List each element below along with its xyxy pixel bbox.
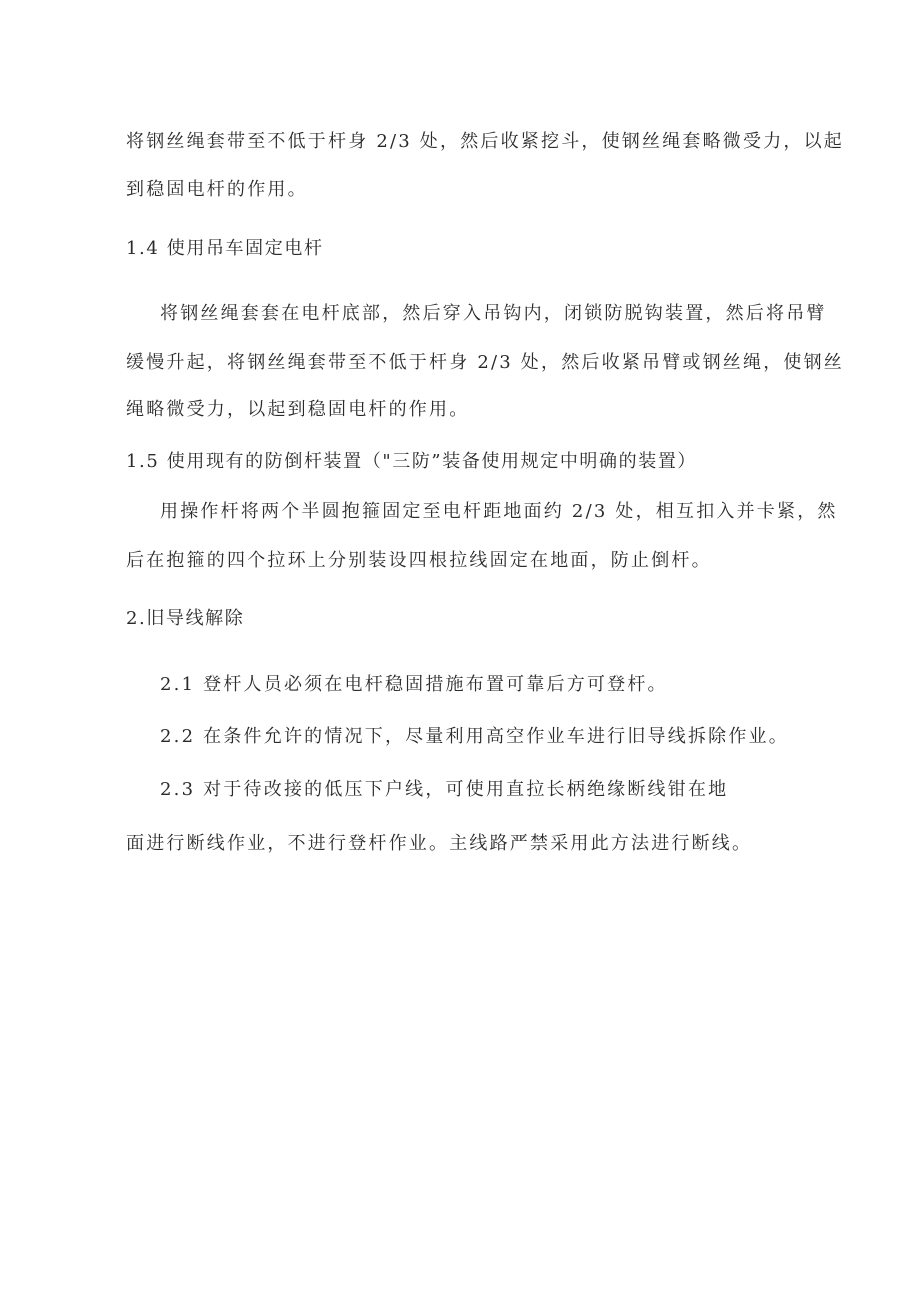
paragraph-1-5-line-1: 用操作杆将两个半圆抱箍固定至电杆距地面约 2/3 处，相互扣入并卡紧，然 [160, 501, 838, 522]
section-heading-1-4: 1.4 使用吊车固定电杆 [126, 238, 324, 259]
list-item-2-1: 2.1 登杆人员必须在电杆稳固措施布置可靠后方可登杆。 [160, 674, 668, 695]
paragraph-1-3-line-2: 到稳固电杆的作用。 [126, 179, 308, 200]
paragraph-1-5-line-2: 后在抱箍的四个拉环上分别装设四根拉线固定在地面，防止倒杆。 [126, 550, 712, 571]
list-item-2-3-line-2: 面进行断线作业，不进行登杆作业。主线路严禁采用此方法进行断线。 [126, 833, 753, 854]
paragraph-1-3-line-1: 将钢丝绳套带至不低于杆身 2/3 处，然后收紧挖斗，使钢丝绳套略微受力，以起 [126, 131, 845, 152]
list-item-2-2: 2.2 在条件允许的情况下，尽量利用高空作业车进行旧导线拆除作业。 [160, 726, 789, 747]
paragraph-1-4-line-3: 绳略微受力，以起到稳固电杆的作用。 [126, 399, 470, 420]
list-item-2-3-line-1: 2.3 对于待改接的低压下户线，可使用直拉长柄绝缘断线钳在地 [160, 779, 729, 800]
section-heading-2: 2.旧导线解除 [126, 608, 245, 629]
section-heading-1-5: 1.5 使用现有的防倒杆装置（"三防”装备使用规定中明确的装置） [126, 451, 698, 472]
paragraph-1-4-line-2: 缓慢升起，将钢丝绳套带至不低于杆身 2/3 处，然后收紧吊臂或钢丝绳，使钢丝 [126, 352, 845, 373]
paragraph-1-4-line-1: 将钢丝绳套套在电杆底部，然后穿入吊钩内，闭锁防脱钩装置，然后将吊臂 [160, 303, 827, 324]
